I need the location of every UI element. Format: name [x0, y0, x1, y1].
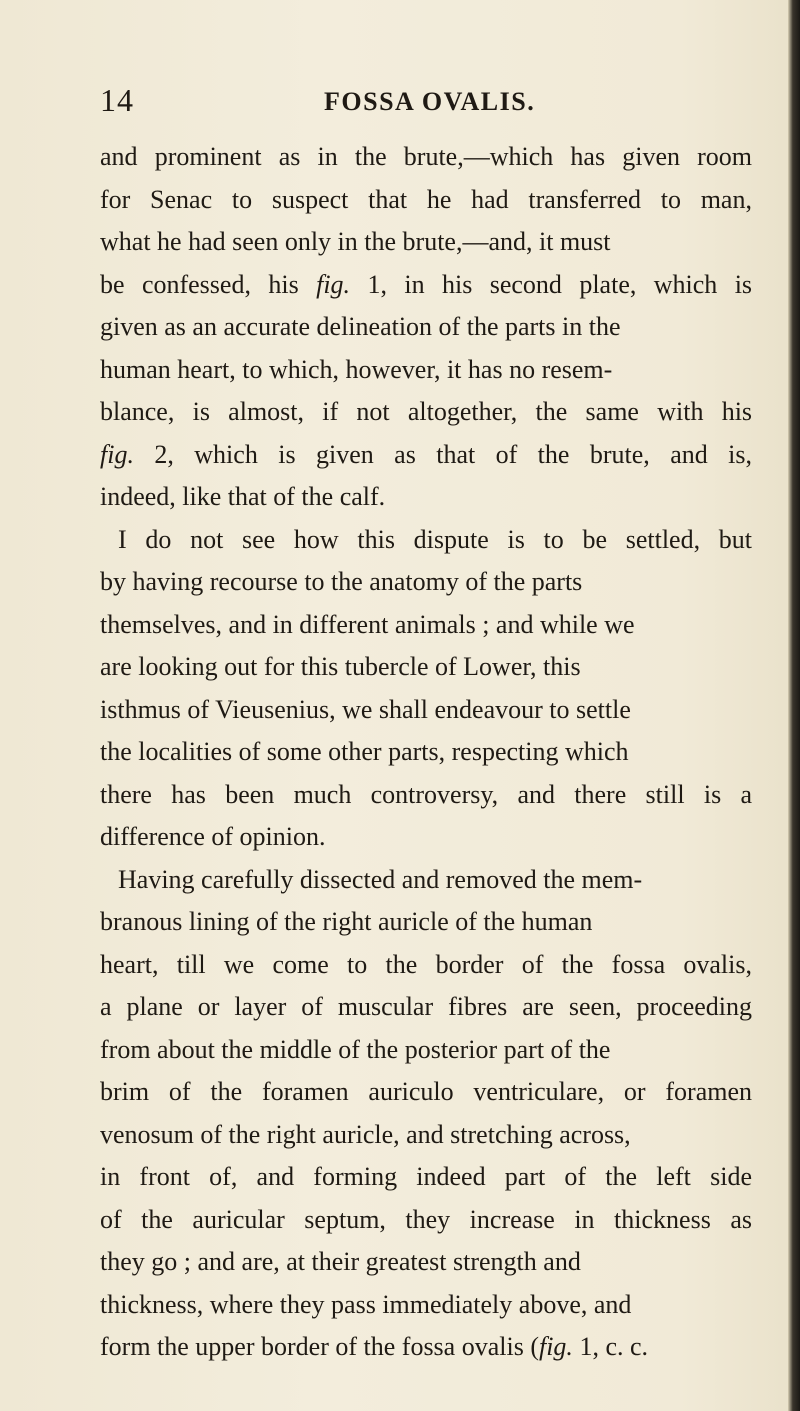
text-line: branous lining of the right auricle of the human — [100, 907, 593, 936]
text-line: themselves, and in different animals ; and while we — [100, 609, 635, 639]
text-line: what he had seen only in the brute,—and, it must — [100, 227, 611, 256]
text-line: thickness, where they pass immediately above, and — [100, 1289, 632, 1319]
text-line: venosum of the right auricle, and stretching across, — [100, 1119, 631, 1149]
body-text — [100, 136, 800, 1369]
running-head: FOSSA OVALIS. — [324, 87, 536, 116]
text-line: there has been much controversy, and there still is a — [100, 779, 753, 809]
text-line: by having recourse to the anatomy of the parts — [100, 567, 583, 596]
text-line: blance, is almost, if not altogether, the same with his — [100, 397, 753, 426]
text-line: in front of, and forming indeed part of the left side — [100, 1162, 753, 1191]
text-line: be confessed, his fig. 1, in his second plate, which is — [100, 269, 753, 299]
text-line: they go ; and are, at their greatest strength and — [100, 1247, 581, 1276]
text-line: brim of the foramen auriculo ventriculare, or foramen — [100, 1077, 752, 1106]
text-line: human heart, to which, however, it has no resem- — [100, 354, 613, 384]
text-line: are looking out for this tubercle of Lower, this — [100, 652, 581, 681]
page-header — [100, 80, 760, 120]
text-line: of the auricular septum, they increase in thickness as — [100, 1204, 752, 1234]
text-line: from about the middle of the posterior part of the — [100, 1034, 611, 1064]
text-line: the localities of some other parts, respecting which — [100, 737, 629, 766]
text-line: form the upper border of the fossa ovalis (fig. 1, c. c. — [100, 1332, 649, 1361]
text-line: isthmus of Vieusenius, we shall endeavour to settle — [100, 694, 631, 724]
text-line: indeed, like that of the calf. — [100, 482, 386, 511]
text-line: I do not see how this dispute is to be settled, but — [118, 524, 753, 554]
text-line: fig. 2, which is given as that of the brute, and is, — [100, 439, 752, 469]
text-line: Having carefully dissected and removed the mem- — [118, 864, 643, 894]
text-line: given as an accurate delineation of the parts in the — [100, 312, 621, 341]
text-line: difference of opinion. — [100, 822, 326, 851]
page-number: 14 — [100, 82, 134, 118]
text-line: a plane or layer of muscular fibres are seen, proceeding — [100, 992, 753, 1021]
text-line: heart, till we come to the border of the fossa ovalis, — [100, 949, 752, 979]
text-line: for Senac to suspect that he had transferred to man, — [100, 184, 752, 214]
text-line: and prominent as in the brute,—which has given room — [100, 142, 753, 171]
